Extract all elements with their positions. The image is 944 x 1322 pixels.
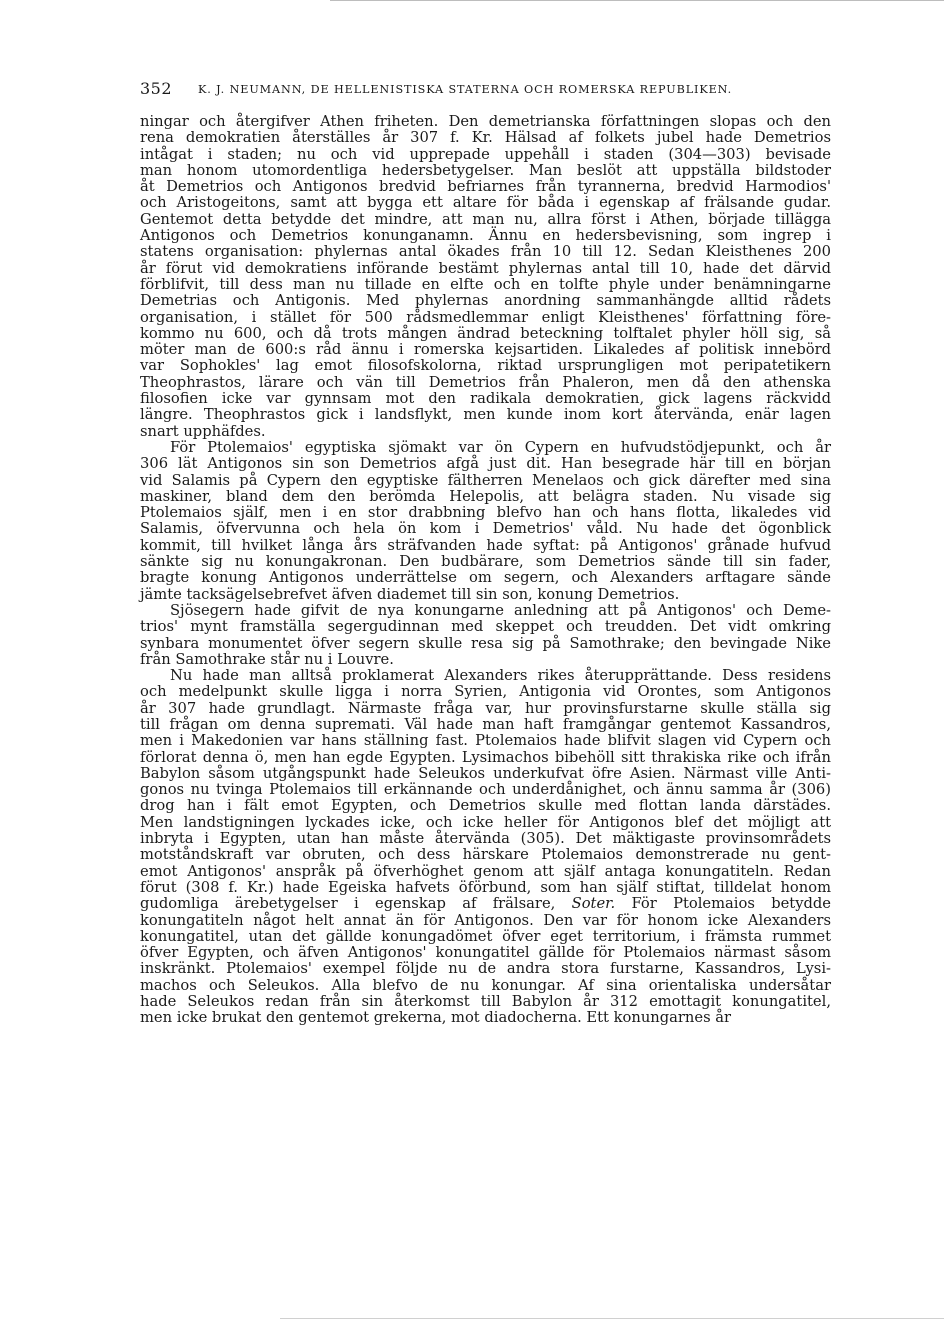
text-line: år 307 hade grundlagt. Närmaste fråga var, hur provinsfurstarne skulle ställa sig — [140, 699, 831, 717]
scan-edge-top — [330, 0, 944, 1]
text-line: till frågan om denna suprematі. Väl hade man haft framgångar gentemot Kassandros, — [140, 715, 831, 733]
text-line: längre. Theophrastos gick i landsflykt, men kunde inom kort återvända, enär lagen — [140, 406, 831, 424]
paragraph — [140, 440, 831, 603]
text-line: vid Salamis på Cypern den egyptiske fältherren Menelaos och gick därefter med sina — [140, 471, 831, 489]
text-line: konungatiteln något helt annat än för Antigonos. Den var för honom icke Alexanders — [140, 911, 831, 929]
text-line: kommo nu 600, och då trots mången ändrad beteckning tolftalet phyler höll sig, så — [140, 324, 831, 342]
text-line: Sjösegern hade gifvit de nya konungarne anledning att på Antigonos' och Deme- — [170, 601, 831, 619]
text-line: drog han i fält emot Egypten, och Demetrios skulle med flottan landa därstädes. — [140, 797, 831, 815]
text-line: bragte konung Antigonos underrättelse om segern, och Alexanders arftagare sände — [140, 569, 831, 587]
text-line: hade Seleukos redan från sin återkomst till Babylon år 312 emottagit konungatitel, — [140, 993, 831, 1011]
text-line: intågat i staden; nu och vid upprepade uppehåll i staden (304—303) bevisade — [140, 145, 831, 163]
text-line: gudomliga ärebetygelser i egenskap af frälsare, Soter. För Ptolemaios betydde — [140, 895, 831, 913]
text-line: machos och Seleukos. Alla blefvo de nu konungar. Af sina orientaliska undersåtar — [140, 976, 831, 994]
text-line: ningar och återgifver Athen friheten. Den demetrianska författningen slopas och den — [140, 113, 831, 130]
text-line: var Sophokles' lag emot filosofskolorna, riktad ursprungligen mot peripatetikern — [140, 357, 831, 375]
text-line: 306 lät Antigonos sin son Demetrios afgå just dit. Han besegrade här till en början — [140, 455, 831, 473]
text-line: synbara monumentet öfver segern skulle resa sig på Samothrake; den bevingade Nike — [140, 634, 831, 652]
text-line: motståndskraft var obruten, och dess härskare Ptolemaios demonstrerade nu gent- — [140, 846, 831, 864]
text-line: möter man de 600:s råd ännu i romerska kejsartiden. Likaledes af politisk innebörd — [140, 341, 831, 359]
text-line: Men landstigningen lyckades icke, och icke heller för Antigonos blef det möjligt att — [140, 813, 831, 831]
text-line: gonos nu tvinga Ptolemaios till erkännande och underdånighet, och ännu samma år (306) — [140, 781, 831, 799]
text-line: trios' mynt framställa segergudinnan med skeppet och treudden. Det vidt omkring — [140, 618, 831, 636]
text-line: öfver Egypten, och äfven Antigonos' konungatitel gällde för Ptolemaios närmast såsom — [140, 944, 831, 962]
page-number: 352 — [140, 79, 173, 98]
text-line: och medelpunkt skulle ligga i norra Syrien, Antigonia vid Orontes, som Antigonos — [140, 683, 831, 701]
text-line: Gentemot detta betydde det mindre, att man nu, allra först i Athen, började tillägga — [140, 210, 831, 228]
text-line: förlorat denna ö, men han egde Egypten. Lysimachos bibehöll sitt thrakiska rike och ifrån — [140, 748, 831, 766]
running-head: K. J. NEUMANN, DE HELLENISTISKA STATERNA OCH ROMERSKA REPUBLIKEN. — [198, 83, 733, 96]
text-line: åt Demetrios och Antigonos bredvid befriarnes från tyrannerna, bredvid Harmodios' — [140, 178, 831, 196]
paragraph — [140, 603, 831, 668]
text-line: sänkte sig nu konungakronan. Den budbärare, som Demetrios sände till sin fader, — [140, 553, 831, 571]
text-line: snart upphäfdes. — [140, 422, 266, 440]
text-line: och Aristogeitons, samt att bygga ett altare för båda i egenskap af frälsande gudar. — [140, 194, 831, 212]
text-line: Antigonos och Demetrios konunganamn. Ännu en hedersbevisning, som ingrep i — [140, 227, 831, 245]
text-line: konungatitel, utan det gällde konungadömet öfver eget territorium, i främsta rummet — [140, 927, 831, 945]
text-line: filosofien icke var gynnsam mot den radikala demokratien, gick lagens räckvidd — [140, 390, 831, 408]
text-line: organisation, i stället för 500 rådsmedlemmar enligt Kleisthenes' författning före- — [140, 308, 831, 326]
body-text — [140, 114, 831, 1027]
text-line: rena demokratien återställes år 307 f. Kr. Hälsad af folkets jubel hade Demetrios — [140, 129, 831, 147]
text-line: förut (308 f. Kr.) hade Egeiska hafvets öförbund, som han själf stiftat, tilldelat honom — [140, 878, 831, 896]
text-line: Theophrastos, lärare och vän till Demetrios från Phaleron, men då den athenska — [140, 373, 831, 391]
paragraph — [140, 668, 831, 1027]
text-line: inskränkt. Ptolemaios' exempel följde nu de andra stora furstarne, Kassandros, Lysi- — [140, 960, 831, 978]
text-line: men icke brukat den gentemot grekerna, mot diadocherna. Ett konungarnes år — [140, 1009, 732, 1027]
text-line: jämte tacksägelsebrefvet äfven diademet till sin son, konung Demetrios. — [140, 585, 680, 603]
text-line: från Samothrake står nu i Louvre. — [140, 650, 394, 668]
text-line: inbryta i Egypten, utan han måste återvända (305). Det mäktigaste provinsområdets — [140, 830, 831, 848]
text-line: Nu hade man alltså proklamerat Alexanders rikes återupprättande. Dess residens — [170, 667, 831, 685]
text-line: Demetrias och Antigonis. Med phylernas anordning sammanhängde alltid rådets — [140, 292, 831, 310]
text-line: Babylon såsom utgångspunkt hade Seleukos underkufvat öfre Asien. Närmast ville Anti- — [140, 764, 831, 782]
text-line: maskiner, bland dem den berömda Helepolis, att belägra staden. Nu visade sig — [140, 487, 831, 505]
text-line: För Ptolemaios' egyptiska sjömakt var ön Cypern en hufvudstödjepunkt, och år — [170, 438, 831, 456]
scan-edge-bottom — [280, 1318, 944, 1319]
emphasis: Soter. — [571, 895, 616, 913]
text-line: men i Makedonien var hans ställning fast. Ptolemaios hade blifvit slagen vid Cypern och — [140, 732, 831, 750]
paragraph — [140, 114, 831, 440]
page-header — [140, 80, 840, 100]
text-line: Ptolemaios själf, men i en stor drabbning blefvo han och hans flotta, likaledes vid — [140, 504, 831, 522]
text-line: kommit, till hvilket långa års sträfvanden hade syftat: på Antigonos' grånade hufvud — [140, 536, 831, 554]
text-line: statens organisation: phylernas antal ökades från 10 till 12. Sedan Kleisthenes 200 — [140, 243, 831, 261]
text-line: förblifvit, till dess man nu tillade en elfte och en tolfte phyle under benämningarne — [140, 275, 831, 293]
text-line: Salamis, öfvervunna och hela ön kom i Demetrios' våld. Nu hade det ögonblick — [140, 520, 831, 538]
text-line: man honom utomordentliga hedersbetygelser. Man beslöt att uppställa bildstoder — [140, 161, 831, 179]
text-line: emot Antigonos' anspråk på öfverhöghet genom att själf antaga konungatiteln. Redan — [140, 862, 831, 880]
text-line: år förut vid demokratiens införande bestämt phylernas antal till 10, hade det därvid — [140, 259, 831, 277]
